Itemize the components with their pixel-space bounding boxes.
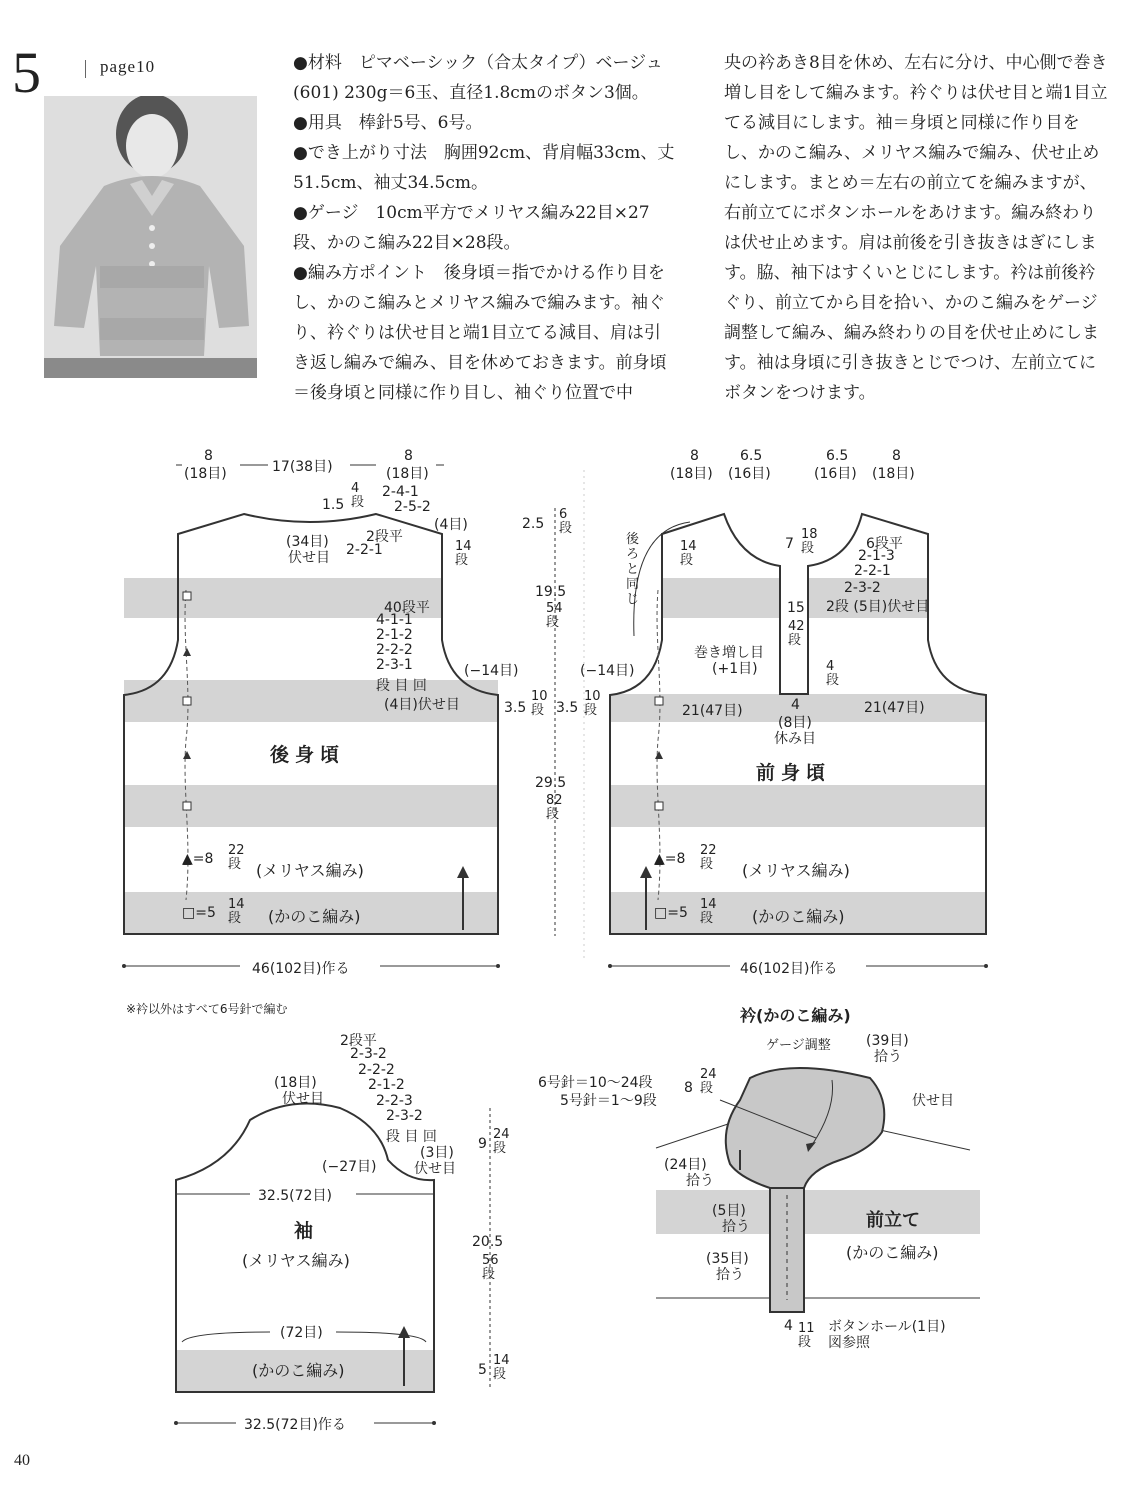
front-stockinette-rows: 22段 [700,843,717,872]
back-arm3: 2-1-2 [376,627,413,643]
back-neck-rows: 4段 [351,481,365,510]
front-seed-label: (かのこ編み) [752,907,845,926]
back-seed-rows: 14段 [228,897,245,926]
sleeve-seed-h: 5 [478,1362,487,1378]
collar-placket-sub: (かのこ編み) [846,1243,939,1262]
knitting-points: ●編み方ポイント 後身頃＝指でかける作り目をし、かのこ編みとメリヤス編みで編みます。袖ぐり、衿ぐりは伏せ目と端1目立てる減目、肩は引き返し編みで編み、目を休めておきます。前身頃＝後身頃と同様に作り目し、袖ぐり位置で中 [293,263,667,403]
back-top-right-sub: (18目) [386,466,429,482]
front-wrap-inc2: (+1目) [712,661,758,677]
sleeve-collar-diagrams [0,1000,1138,1440]
sleeve-cap2: 2-3-2 [350,1046,387,1062]
gauge: ●ゲージ 10cm平方でメリヤス編み22目×27段、かのこ編み22目×28段。 [293,203,650,253]
front-tr: 8 [892,448,901,464]
finished-size: ●でき上がり寸法 胸囲92cm、背肩幅33cm、丈51.5cm、袖丈34.5cm。 [293,143,675,193]
materials: ●材料 ピマベーシック（合太タイプ）ベージュ(601) 230g＝6玉、直径1.8cmのボタン3個。 [293,53,663,103]
collar-bind: 伏せ目 [912,1093,954,1109]
front-center-sub: (8目) [778,715,812,731]
front-same-as-back: 後ろと同じ [626,532,640,607]
collar-title: 衿(かのこ編み) [740,1006,851,1025]
back-top-left-sub: (18目) [184,466,227,482]
collar-placket: 前立て [866,1210,920,1231]
front-neck-bind: 2段 (5目)伏せ目 [826,599,930,615]
collar-needle6: 6号針＝10〜24段 [538,1075,653,1091]
knitting-points-continued: 央の衿あき8目を休め、左右に分け、中心側で巻き増し目をして編みます。衿ぐりは伏せ目と端1目立てる減目にします。袖＝身頃と同様に作り目をし、かのこ編み、メリヤス編みで編み、伏せ止めにします。まとめ＝左右の前立てを編みますが、右前立てにボタンホールをあけます。編み終わりは伏せ止めます。肩は前後を引き抜きはぎにします。脇、袖下はすくいとじにします。衿は前後衿ぐり、前立てから目を拾い、かのこ編みをゲージ調整して編み、編み終わりの目を伏せ止めにします。袖は身頃に引き抜きとじでつけ、左前立てにボタンをつけます。 [724,53,1108,403]
back-arm1: 40段平 [384,600,430,616]
collar-diagram [656,1068,980,1312]
sleeve-cap-h: 9 [478,1136,487,1152]
collar-pick1: (39目) [866,1033,909,1049]
collar-height: 8 [684,1080,693,1096]
sleeve-cap6: 2-3-2 [386,1108,423,1124]
page-number: 40 [14,1452,30,1469]
sleeve-seed-label: (かのこ編み) [252,1361,345,1380]
front-neck-depth: 7 [785,536,794,552]
back-stockinette: ▲=8 [182,851,214,867]
sleeve-cap-key: 段 目 回 [386,1129,437,1145]
dim-d2: 19.5 [535,584,567,600]
sleeve-dec: (−27目) [322,1159,377,1175]
back-arm2: 4-1-1 [376,612,413,628]
back-seed: □=5 [182,905,216,921]
front-tr-sub: (18目) [872,466,915,482]
sleeve-body-h: 20.5 [472,1234,504,1250]
back-seed-label: (かのこ編み) [268,907,361,926]
back-shoulder1: 2段平 [366,529,403,545]
front-arm-side: 3.5 [556,700,579,716]
front-placket-rows2: 4段 [826,659,840,688]
collar-ref: 図参照 [828,1335,870,1351]
front-center-rest: 休み目 [774,731,816,747]
sleeve-seed-rows: 14段 [493,1353,510,1382]
front-placket-len: 15 [787,600,805,616]
front-wrap-inc: 巻き増し目 [694,645,764,661]
collar-pick3b: 拾う [722,1219,750,1235]
sleeve-cast-on: 32.5(72目)作る [244,1417,346,1433]
front-arm-dec: (−14目) [580,663,635,679]
front-placket-rows: 42段 [788,619,805,648]
front-tl: 8 [690,448,699,464]
front-neck2: 2-1-3 [858,548,895,564]
back-top-left: 8 [204,448,213,464]
page-reference: page10 [100,57,156,76]
back-dec1: 2-4-1 [382,484,419,500]
sleeve-top-bind2: 伏せ目 [282,1091,324,1107]
back-dec2: 2-5-2 [394,499,431,515]
back-title: 後身頃 [270,744,346,766]
sleeve-diagram [174,1104,490,1425]
back-arm5: 2-3-1 [376,657,413,673]
collar-pick2: (24目) [664,1157,707,1173]
collar-placket-w: 4 [784,1318,793,1334]
front-shoulder-rows: 14段 [680,539,697,568]
collar-placket-rows: 11段 [798,1321,815,1350]
back-dec3: (4目) [434,517,468,533]
dim-d2-rows: 54段 [546,601,563,630]
back-stockinette-rows: 22段 [228,843,245,872]
front-tl2-sub: (16目) [728,466,771,482]
sleeve-cap-rows: 24段 [493,1127,510,1156]
front-left-w: 21(47目) [682,703,743,719]
back-arm-key: 段 目 回 [376,678,427,694]
sleeve-title: 袖 [294,1220,314,1242]
back-arm-dec: (−14目) [464,663,519,679]
front-stockinette: ▲=8 [654,851,686,867]
front-neck4: 2-3-2 [844,580,881,596]
dim-d1: 2.5 [522,516,545,532]
needle-note: ※衿以外はすべて6号針で編む [126,1002,288,1016]
sleeve-width: 32.5(72目) [258,1188,332,1204]
back-top-right: 8 [404,448,413,464]
dim-d1-rows: 6段 [559,507,573,536]
front-neck3: 2-2-1 [854,563,891,579]
front-cast-on: 46(102目)作る [740,961,838,977]
back-bind-label: 伏せ目 [288,550,330,566]
dim-d3-rows: 82段 [546,793,563,822]
front-tl2: 6.5 [740,448,763,464]
back-arm-side-rows: 10段 [531,689,548,718]
back-shoulder2: 2-2-1 [346,542,383,558]
front-tl-sub: (18目) [670,466,713,482]
sleeve-cap-bind: (3目) [420,1145,454,1161]
collar-pick1b: 拾う [874,1049,902,1065]
sleeve-cap5: 2-2-3 [376,1093,413,1109]
sleeve-cap3: 2-2-2 [358,1062,395,1078]
back-arm-side: 3.5 [504,700,527,716]
front-center-w: 4 [791,697,800,713]
dim-d3: 29.5 [535,775,567,791]
back-bind-count: (34目) [286,534,329,550]
sleeve-top-bind: (18目) [274,1075,317,1091]
back-arm4: 2-2-2 [376,642,413,658]
collar-needle5: 5号針＝1〜9段 [560,1093,657,1109]
back-top-mid: 17(38目) [272,459,333,475]
collar-pick3: (5目) [712,1203,746,1219]
collar-height-rows: 24段 [700,1067,717,1096]
sleeve-cap-bind2: 伏せ目 [414,1161,456,1177]
front-seed-rows: 14段 [700,897,717,926]
back-neck-depth: 1.5 [322,497,345,513]
front-tr2-sub: (16目) [814,466,857,482]
sleeve-seed-count: (72目) [280,1325,323,1341]
sleeve-cap4: 2-1-2 [368,1077,405,1093]
front-tr2: 6.5 [826,448,849,464]
sleeve-body-rows: 56段 [482,1253,499,1282]
front-title: 前身頃 [756,762,832,784]
front-stockinette-label: (メリヤス編み) [742,861,850,880]
sleeve-cap1: 2段平 [340,1033,377,1049]
back-stockinette-label: (メリヤス編み) [256,861,364,880]
back-arm-bind: (4目)伏せ目 [384,697,460,713]
pattern-number: 5 [12,40,41,105]
front-neck-rows: 18段 [801,527,818,556]
back-shoulder-rows: 14段 [455,539,472,568]
collar-pick4b: 拾う [716,1267,744,1283]
tools: ●用具 棒針5号、6号。 [293,113,483,133]
front-arm-side-rows: 10段 [584,689,601,718]
front-seed: □=5 [654,905,688,921]
front-neck1: 6段平 [866,536,903,552]
collar-gauge-adj: ゲージ調整 [766,1038,831,1053]
back-cast-on: 46(102目)作る [252,961,350,977]
collar-pick4: (35目) [706,1251,749,1267]
collar-button-hole: ボタンホール(1目) [828,1319,946,1335]
front-right-w: 21(47目) [864,700,925,716]
collar-pick2b: 拾う [686,1173,714,1189]
sleeve-sub: (メリヤス編み) [242,1251,350,1270]
